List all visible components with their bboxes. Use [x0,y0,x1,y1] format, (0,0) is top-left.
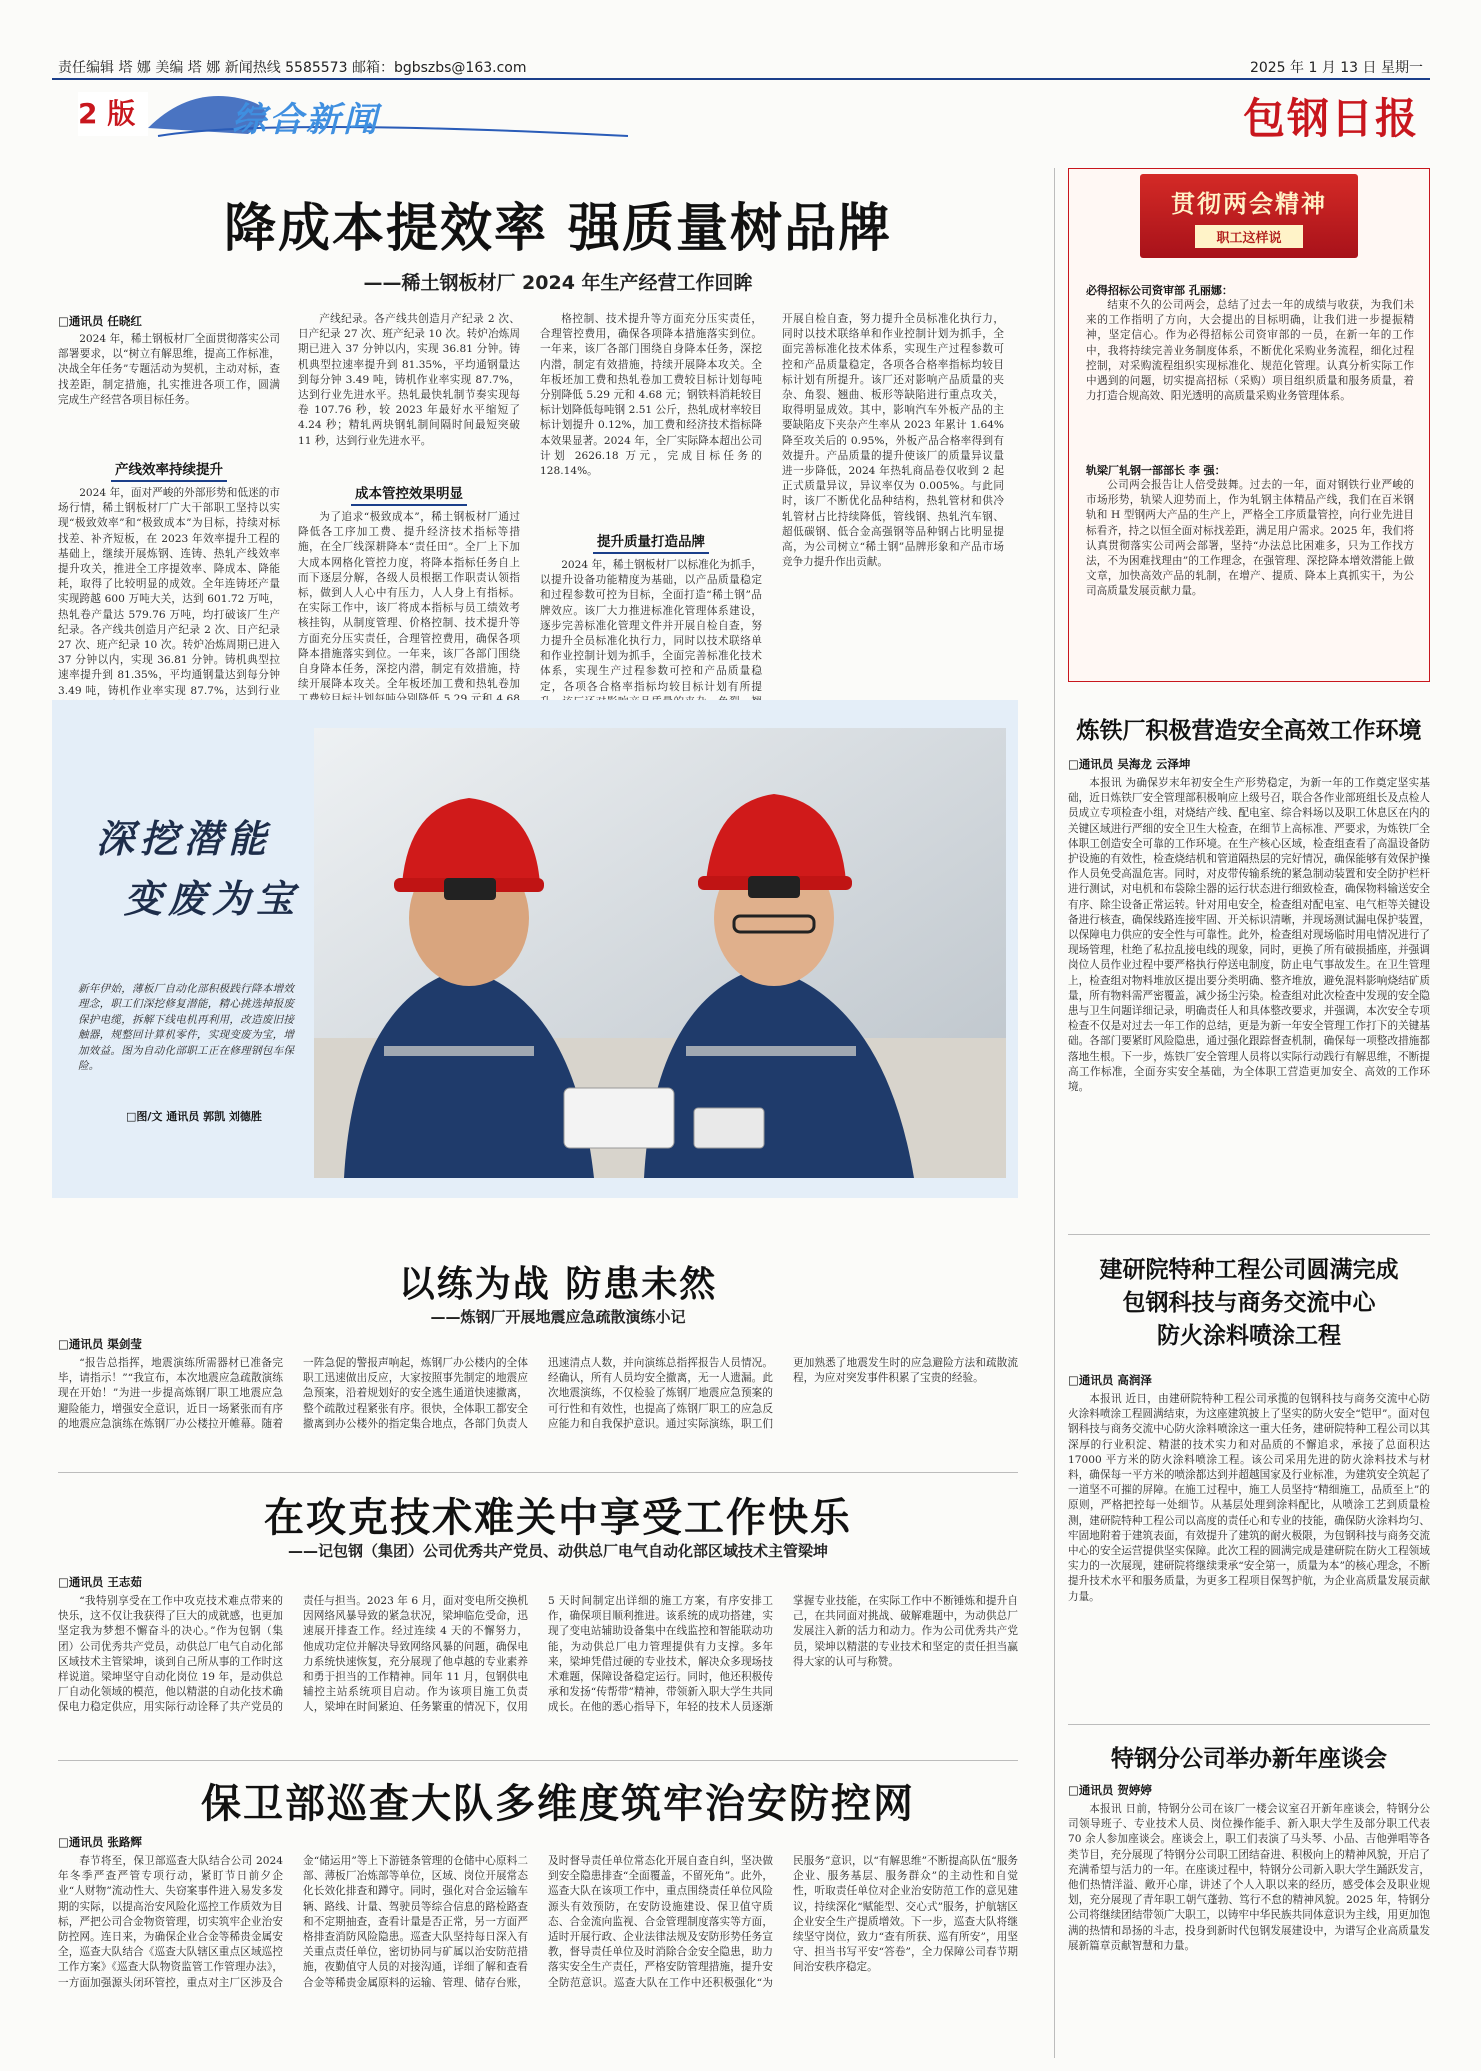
sidebar-q1-name: 必得招标公司资审部 孔丽娜： [1086,284,1233,297]
a6-body: 本报讯 日前，特钢分公司在该厂一楼会议室召开新年座谈会，特钢分公司领导班子、专业技术人员、岗位操作能手、新入职大学生及部分职工代表 70 余人参加座谈会。座谈会上，职工们表演了马头琴、小品、吉他弹唱等各类节目，充分展现了特钢分公司职工团结奋进、积极向上的精神风貌，开启了充满希望与活力的一年。在座谈过程中，特钢分公司新入职大学生踊跃发言，他们热情洋溢、敞开心扉，讲述了个人入职以来的经历，感受体会及职业规划，充分展现了青年职工朝气蓬勃、笃行不怠的精神风貌。2025 年，特钢分公司将继续团结带领广大职工，以铸牢中华民族共同体意识为主线，用更加饱满的热情和昂扬的斗志，投身到新时代包钢发展建设中，为谱写企业高质量发展新篇章贡献智慧和力量。 [1068,1803,1430,1952]
a1-body-2-cont: 格控制、技术提升等方面充分压实责任，合理管控费用，确保各项降本措施落实到位。一年来，该厂各部门围绕自身降本任务，深挖内潜，制定有效措施，持续开展降本攻关。全年板坯加工费和热轧卷加工费较目标计划每吨分别降低 5.29 元和 4.68 元；钢铁料消耗较目标计划降低每吨钢 2.51 公斤，热轧成材率较目标计划提升 0.12%，加工费和经济技术指标降本效果显著。2024 年，全厂实际降本超出公司计划 2626.18 万元，完成目标任务的 128.14%。 [540,313,762,478]
a5-subtitle: ——记包钢（集团）公司优秀共产党员、动供总厂电气自动化部区域技术主管梁坤 [287,1542,828,1560]
sidebar-banner-title: 贯彻两会精神 [1171,190,1327,218]
photo-calligraphy-1: 深挖潜能 [96,816,273,861]
a3-byline: □通讯员 渠剑莹 [58,1337,142,1351]
sidebar-q2-text: 公司两会报告让人倍受鼓舞。过去的一年，面对钢铁行业严峻的市场形势，轨梁人迎势而上，作为轧钢主体精品产线，我们在百米钢轨和 H 型钢两大产品的生产上，严格全工序质量管控，向行业先进目标看齐，持之以恒全面对标找差距，满足用户需求。2025 年，我们将认真贯彻落实公司两会部署，坚持“办法总比困难多，只为工作找方法，不为困难找理由”的工作理念，在强管理、深挖降本增效潜能上做文章，加快高效产品的轧制，在增产、提质、降本上真抓实干，为公司高质量发展贡献力量。 [1086,479,1414,598]
a2-body: 本报讯 为确保岁末年初安全生产形势稳定，为新一年的工作奠定坚实基础，近日炼铁厂安全管理部积极响应上级号召，联合各作业部班组长及点检人员成立专项检查小组，对烧结产线、配电室、综合料场以及职工休息区在内的关键区域进行严细的安全卫生大检查，在细节上高标准、严要求，为炼铁厂全体职工创造安全可靠的工作环境。在生产核心区域，检查组查看了高温设备防护设施的有效性，检查烧结机和管道隔热层的完好情况，确保能够有效保护操作人员免受高温危害。同时，对皮带传输系统的紧急制动装置和安全防护栏杆进行测试，对电机和布袋除尘器的运行状态进行细致检查，确保物料输送安全有序、除尘设备正常运转。针对用电安全，检查组对配电室、电气柜等关键设备进行核查，确保线路连接牢固、开关标识清晰，并现场测试漏电保护装置，以保障电力供应的安全性与可靠性。此外，检查组对现场临时用电情况进行了现场管理，杜绝了私拉乱接电线的现象，同时，更换了所有破损插座，并强调岗位人员作业过程中要严格执行停送电制度，防止电气事故发生。在卫生管理上，检查组对物料堆放区提出要分类明确、整齐堆放，避免混料影响烧结矿质量，所有物料需严密覆盖，减少扬尘污染。检查组对此次检查中发现的安全隐患与卫生问题详细记录，明确责任人和具体整改要求，并强调，本次安全专项检查不仅是对过去一年工作的总结，更是为新一年安全管理工作打下的关键基础。各部门要紧盯风险隐患，通过强化跟踪督查机制，确保每一项整改措施都落地生根。下一步，炼铁厂安全管理人员将以实际行动践行有解思维，不断提高工作标准，全面夯实安全基础，为全体职工营造更加安全、高效的工作环境。 [1068,777,1430,1094]
divider-right-2 [1068,1724,1430,1725]
a1-subtitle: ——稀土钢板材厂 2024 年生产经营工作回眸 [363,272,753,294]
divider-left-1 [58,1472,1018,1473]
header-rule [52,78,1430,80]
a2-byline: □通讯员 吴海龙 云泽坤 [1068,757,1191,771]
a5-body: “我特别享受在工作中攻克技术难点带来的快乐，这不仅让我获得了巨大的成就感，也更加坚定我为梦想不懈奋斗的决心。”作为包钢（集团）公司优秀共产党员，动供总厂电气自动化部区域技术主管梁坤，谈到自己所从事的工作时这样说道。梁坤坚守自动化岗位 19 年，是动供总厂自动化领域的模范，他以精湛的自动化技术确保电力稳定供应，用实际行动诠释了共产党员的责任与担当。2023 年 6 月，面对变电所交换机因网络风暴导致的紧急状况，梁坤临危受命，迅速展开排查工作。经过连续 4 天的不懈努力，他成功定位并解决导致网络风暴的问题，确保电力系统快速恢复，充分展现了他卓越的专业素养和勇于担当的工作精神。同年 11 月，包钢供电辅控主站系统项目启动。作为该项目施工负责人，梁坤在时间紧迫、任务繁重的情况下，仅用 5 天时间制定出详细的施工方案，有序安排工作，确保项目顺利推进。该系统的成功搭建，实现了变电站辅助设备集中在线监控和智能联动功能，为动供总厂电力管理提供有力支撑。多年来，梁坤凭借过硬的专业技术，解决众多现场技术难题，保障设备稳定运行。同时，他还积极传承和发扬“传帮带”精神，带领新入职大学生共同成长。在他的悉心指导下，年轻的技术人员逐渐掌握专业技能，在实际工作中不断锤炼和提升自己，在共同面对挑战、破解难题中，为动供总厂发展注入新的活力和动力。作为公司优秀共产党员，梁坤以精湛的专业技术和坚定的责任担当赢得大家的认可与称赞。 [58,1595,1018,1714]
a5-title: 在攻克技术难关中享受工作快乐 [264,1495,852,1541]
a3-title: 以练为战 防患未然 [398,1264,718,1305]
a4-title-l3: 防火涂料喷涂工程 [1157,1323,1341,1349]
header-editors: 责任编辑 塔 娜 美编 塔 娜 新闻热线 5585573 邮箱：bgbszbs@163.com [58,60,527,76]
a3-subtitle: ——炼钢厂开展地震应急疏散演练小记 [430,1308,686,1326]
section-title: 综合新闻 [232,100,380,140]
a5-byline: □通讯员 王志茹 [58,1575,142,1589]
a1-body-2: 为了追求“极致成本”，稀土钢板材厂通过降低各工序加工费、提升经济技术指标等措施，在全厂线深耕降本“责任田”。全厂上下加大成本网格化管控力度，将降本指标任务自上而下逐层分解，各级人员根据工作职责认领指标，做到人人心中有压力，人人身上有指标。在实际工作中，该厂将成本指标与员工绩效考核挂钩，从制度管理、价格控制、技术提升等方面充分压实责任，合理管控费用，确保各项降本措施落实到位。一年来，该厂各部门围绕自身降本任务，深挖内潜，制定有效措施，持续开展降本攻关。全年板坯加工费和热轧卷加 [298,511,520,691]
a3-body: “报告总指挥，地震演练所需器材已准备完毕，请指示！”“我宣布，本次地震应急疏散演练现在开始！”为进一步提高炼钢厂职工地震应急避险能力，增强安全意识，近日一场紧张而有序的地震应急演练在炼钢厂办公楼拉开帷幕。随着一阵急促的警报声响起，炼钢厂办公楼内的全体职工迅速做出反应，大家按照事先制定的地震应急预案，沿着规划好的安全逃生通道快速撤离，整个疏散过程紧张有序。很快，全体职工都安全撤离到办公楼外的指定集合地点，各部门负责人迅速清点人数，并向演练总指挥报告人员情况。经确认，所有人员均安全撤离，无一人遗漏。此次地震演练，不仅检验了炼钢厂地震应急预案的可行性和有效性，也提高了炼钢厂职工的应急反应能力和自我保护意识。通过实际演练，职工们更加熟悉了地震发生时的应急避险方法和疏散流程，为应对突发事件积累了宝贵的经验。 [58,1357,1018,1430]
workers-photo [314,728,1006,1178]
a4-title-l2: 包钢科技与商务交流中心 [1122,1290,1376,1316]
sidebar-q2-name: 轨梁厂轧钢一部部长 李 强： [1086,464,1226,477]
sidebar-banner [1140,174,1358,258]
a4-title-l1: 建研院特种工程公司圆满完成 [1099,1257,1399,1283]
section-swoosh-graphic [148,88,648,144]
page-number-box [78,92,148,136]
a6-title: 特钢分公司举办新年座谈会 [1111,1746,1387,1772]
a4-byline: □通讯员 高润泽 [1068,1373,1152,1387]
a1-subhead-2: 成本管控效果明显 [298,482,520,502]
a1-subhead-1: 产线效率持续提升 [58,458,280,478]
a1-body-1: 2024 年，面对严峻的外部形势和低迷的市场行情，稀土钢板材厂广大干部职工坚持以实现“极致效率”和“极致成本”为目标，持续对标找差、补齐短板，在 2023 年效率提升工程的基础上，继续开展炼钢、连铸、热轧产线效率提升攻关，推进全工序提效率、降成本、降能耗，取得了比较明显的成效。全年连铸坯产量实现跨越 600 万吨大关，达到 601.72 万吨，热轧卷产量达 579.76 万吨，均打破该厂生产纪录。各产线共创造月产纪录 2 次、日产纪录 27 次、班产纪录 10 次。转炉冶炼周期已进入 37 分钟以内，实现 36.81 分钟。铸机典型拉速率提升到 81.35%，平均通钢量达到每分钟 3.49 吨，铸机作业率实现 87.7%，达到行业 [58,487,280,697]
a2-title: 炼铁厂积极营造安全高效工作环境 [1076,718,1422,744]
a7-byline: □通讯员 张路辉 [58,1835,142,1849]
page-number: 2 版 [78,97,136,130]
a1-lead: 2024 年，稀土钢板材厂全面贯彻落实公司部署要求，以“树立有解思维，提高工作标准，决战全年任务”专题活动为契机，主动对标，查找差距，制定措施，扎实推进各项工作，圆满完成生产经营各项目标任务。 [58,333,280,406]
photo-credit: □图/文 通讯员 郭凯 刘德胜 [126,1110,262,1123]
divider-left-2 [58,1760,1018,1761]
a7-title: 保卫部巡查大队多维度筑牢治安防控网 [201,1781,915,1827]
header-date: 2025 年 1 月 13 日 星期一 [1249,60,1423,76]
photo-calligraphy-2: 变废为宝 [124,876,301,921]
a7-body: 春节将至，保卫部巡查大队结合公司 2024 年冬季严查严管专项行动，紧盯节日前夕企业“人财物”流动性大、失窃案事件进入易发多发期的实际，以提高治安风险化巡控工作质效为目标，严把公司合金物资管理，切实筑牢企业治安防控网。连日来，为确保企业合金等稀贵金属安全，巡查大队结合《巡查大队辖区重点区域巡控工作方案》《巡查大队物资监管工作管理办法》，一方面加强源头闭环管控，重点对主厂区涉及合金“储运用”等上下游链条管理的仓储中心原料二部、薄板厂冶炼部等单位，区域、岗位开展常态化长效化排查和蹲守。同时，强化对合金运输车辆、路线、计量、驾驶员等综合信息的路检路查和不定期抽查，查看计量是否正常，另一方面严格排查消防风险隐患。巡查大队坚持每日深入有关重点责任单位，密切协同与矿属以治安防范措施，夜勤值守人员的对接沟通，详细了解和查看合金等稀贵金属原料的运输、管理、储存台账，及时督导责任单位常态化开展自查自纠，坚决做到安全隐患排查“全面覆盖，不留死角”。此外，巡查大队在该项工作中，重点围绕责任单位风险源头有效预防，在安防设施建设、保卫值守质态、合金流向监视、合金管理制度落实等方面，适时开展行政、企业法律法规及安防形势任务宣教，督导责任单位及时消除合金安全隐患，助力落实安全生产责任，严格安防管理措施，提升安全防范意识。巡查大队在工作中还积极强化“为民服务”意识，以“有解思维”不断提高队伍“服务企业、服务基层、服务群众”的主动性和自觉性，听取责任单位对企业治安防范工作的意见建议，持续深化“赋能型、交心式”服务，护航辖区企业安全生产提质增效。下一步，巡查大队将继续坚守岗位，致力“查有所获、巡有所安”，用坚守、担当书写平安“答卷”，全力保障公司春节期间治安秩序稳定。 [58,1855,1018,1989]
a1-body-1-cont: 产线纪录。各产线共创造月产纪录 2 次、日产纪录 27 次、班产纪录 10 次。转炉冶炼周期已进入 37 分钟以内，实现 36.81 分钟。铸机典型拉速率提升到 81.35%，平均通钢量达到每分钟 3.49 吨，铸机作业率实现 87.7%，达到行业先进水平。热轧最快轧制节奏实现每卷 107.76 秒，较 2023 年最好水平缩短了 4.24 秒；精轧两块钢轧制间隔时间最短突破 11 秒，达到行业先进水平。 [298,313,520,447]
a1-body-3-cont: 开展自检自查，努力提升全员标准化执行力，同时以技术联络单和作业控制计划为抓手，全面完善标准化技术体系，实现生产过程参数可控和产品质量稳定，各项各合格率指标均较目标计划有所提升。该厂还对影响产品质量的夹杂、角裂、翘曲、板形等缺陷进行重点攻关，取得明显成效。其中，影响汽车外板产品的主要缺陷皮下夹杂产生率从 2023 年累计 1.64%降至攻关后的 0.95%，外板产品合格率得到有效提升。产品质量的提升使该厂的质量异议量进一步降低，2024 年热轧商品卷仅收到 2 起正式质量异议，异议率仅为 0.005%。与此同时，该厂不断优化品种结构，热轧管材和供冷轧管材占比持续降低，管线钢、热轧汽车钢、超低碳钢、低合金高强钢等品种钢占比明显提高，为公司树立“稀土钢”品牌形象和产品市场竞争力提升作出贡献。 [782,313,1004,569]
a1-subhead-3: 提升质量打造品牌 [540,530,762,550]
divider-right-1 [1068,1234,1430,1235]
a1-title: 降成本提效率 强质量树品牌 [223,199,893,259]
masthead-logo: 包钢日报 [1242,94,1419,143]
sidebar-banner-sub: 职工这样说 [1195,225,1303,248]
a6-byline: □通讯员 贺婷婷 [1068,1783,1152,1797]
photo-caption: 新年伊始，薄板厂自动化部积极践行降本增效理念，职工们深挖修复潜能，精心挑选掉报废保护电缆，拆解下线电机再利用，改造废旧接触器，规整回计算机零件，实现变废为宝，增加效益。图为自动化部职工正在修理钢包车保险。 [78,983,294,1073]
a4-body: 本报讯 近日，由建研院特种工程公司承揽的包钢科技与商务交流中心防火涂料喷涂工程圆满结束，为这座建筑披上了坚实的防火安全“铠甲”。面对包钢科技与商务交流中心防火涂料喷涂这一重大任务，建研院特种工程公司以其深厚的行业积淀、精湛的技术实力和对品质的不懈追求，承接了总面积达 17000 平方米的防火涂料喷涂工程。该公司采用先进的防火涂料技术与材料，确保每一平方米的喷涂都达到并超越国家及行业标准，为建筑安全筑起了一道坚不可摧的屏障。在施工过程中，施工人员坚持“精细施工，品质至上”的原则，严格把控每一处细节。从基层处理到涂料配比，从喷涂工艺到质量检测，建研院特种工程公司以高度的责任心和专业的技能，确保防火涂料均匀、牢固地附着于建筑表面，有效提升了建筑的耐火极限，为包钢科技与商务交流中心的安全运营提供坚实保障。此次工程的圆满完成是建研院在防火工程领域实力的一次展现，建研院将继续秉承“安全第一，质量为本”的核心理念，不断提升技术水平和服务质量，为更多工程项目保驾护航，为企业高质量发展贡献力量。 [1068,1393,1430,1603]
a1-body-3: 2024 年，稀土钢板材厂以标准化为抓手，以提升设备功能精度为基础，以产品质量稳定和过程参数可控为目标，全面打造“稀土钢”品牌效应。该厂大力推进标准化管理体系建设，逐步完善标准化管理文件并开展自检自查，努力提升全员标准化执行力，同时以技术联络单和作业控制计划为抓手，全面完善标准化技术体系，实现生产过程参数可控和产品质量稳定，各项各合格率指标均较目标计划有所提 [540,559,762,693]
vertical-divider [1054,168,1055,2058]
a1-byline: □通讯员 任晓红 [58,314,142,328]
sidebar-q1-text: 结束不久的公司两会，总结了过去一年的成绩与收获，为我们未来的工作指明了方向，大会提出的目标明确，让我们进一步提振精神，坚定信心。作为必得招标公司资审部的一员，在新一年的工作中，我将持续完善业务制度体系，不断优化采购业务流程，细化过程控制，对采购流程组织实现标准化、规范化管理。认真分析实际工作中遇到的问题，切实提高招标（采购）项目组织质量和服务质量，着力打造合规高效、阳光透明的高质量采购业务管理体系。 [1086,299,1414,403]
